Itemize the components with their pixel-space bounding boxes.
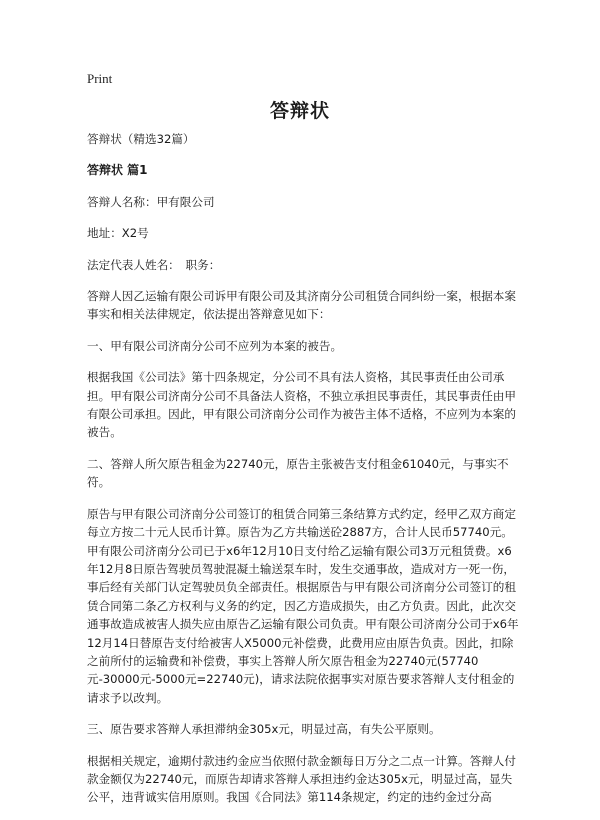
- point-two-heading: 二、答辩人所欠原告租金为22740元，原告主张被告支付租金61040元，与事实不符。: [87, 456, 509, 490]
- legal-representative: 法定代表人姓名： 职务：: [87, 257, 221, 272]
- point-three-heading: 三、原告要求答辩人承担滞纳金305x元，明显过高，有失公平原则。: [87, 722, 441, 737]
- respondent-address: 地址：X2号: [87, 226, 149, 241]
- point-three-body: 根据相关规定，逾期付款违约金应当依照付款金额每日万分之二点一计算。答辩人付款金额仅为22740元，而原告却请求答辩人承担违约金达305x元，明显过高，显失公平，违背诚实信用原则。我国《合同法》第114条规定，约定的违约金过分高: [87, 753, 516, 805]
- section-heading: 答辩状 篇1: [87, 163, 148, 178]
- document-title: 答辩状: [269, 100, 330, 122]
- print-link[interactable]: Print: [87, 71, 113, 86]
- point-one-body: 根据我国《公司法》第十四条规定，分公司不具有法人资格，其民事责任由公司承担。甲有限公司济南分公司不具备法人资格，不独立承担民事责任，其民事责任由甲有限公司承担。因此，甲有限公司济南分公司作为被告主体不适格，不应列为本案的被告。: [87, 370, 516, 440]
- point-two-body: 原告与甲有限公司济南分公司签订的租赁合同第三条结算方式约定，经甲乙双方商定每立方按二十元人民币计算。原告为乙方共输送砼2887方，合计人民币57740元。甲有限公司济南分公司已于x6年12月10日支付给乙运输有限公司3万元租赁费。x6年12月8日原告驾驶员驾驶混凝土输送泵车时，发生交通事故，造成对方一死一伤，事后经有关部门认定驾驶员负全部责任。根据原告与甲有限公司济南分公司签订的租赁合同第二条乙方权利与义务的约定，因乙方造成损失，由乙方负责。因此，此次交通事故造成被害人损失应由原告乙运输有限公司负责。甲有限公司济南分公司于x6年12月14日替原告支付给被害人X5000元补偿费，此费用应由原告负责。因此，扣除之前所付的运输费和补偿费，事实上答辩人所欠原告租金为22740元(57740元-30000元-5000元=22740元)，请求法院依据事实对原告要求答辩人支付租金的请求予以改判。: [87, 506, 519, 705]
- document-body: [87, 130, 520, 820]
- point-one-heading: 一、甲有限公司济南分公司不应列为本案的被告。: [87, 338, 343, 353]
- intro-paragraph: 答辩人因乙运输有限公司诉甲有限公司及其济南分公司租赁合同纠纷一案，根据本案事实和相关法律规定，依法提出答辩意见如下：: [87, 289, 516, 322]
- document-subtitle: 答辩状（精选32篇）: [87, 132, 195, 146]
- respondent-name: 答辩人名称：甲有限公司: [87, 194, 215, 209]
